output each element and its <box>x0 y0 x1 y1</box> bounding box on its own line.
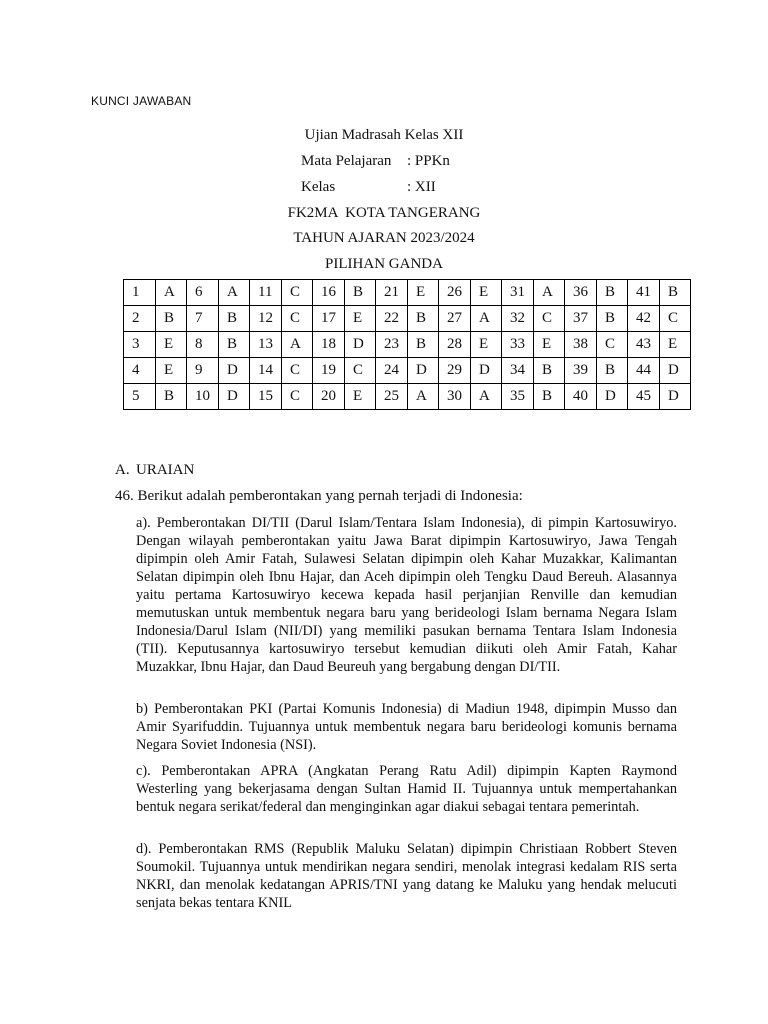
answer-letter-cell: B <box>597 358 628 384</box>
question-number-cell: 9 <box>187 358 219 384</box>
answer-letter-cell: B <box>219 306 250 332</box>
subject-label: Mata Pelajaran <box>301 153 392 169</box>
question-number-cell: 31 <box>502 280 534 306</box>
answer-row <box>124 384 691 410</box>
answer-row <box>124 280 691 306</box>
question-number-cell: 11 <box>250 280 282 306</box>
answer-letter-cell: B <box>534 358 565 384</box>
answer-row <box>124 332 691 358</box>
answer-letter-cell: D <box>219 358 250 384</box>
question-number-cell: 7 <box>187 306 219 332</box>
question-number-cell: 39 <box>565 358 597 384</box>
uraian-heading <box>115 462 194 479</box>
answer-letter-cell: D <box>408 358 439 384</box>
exam-title: Ujian Madrasah Kelas XII <box>304 127 464 143</box>
question-number-cell: 30 <box>439 384 471 410</box>
answer-letter-cell: B <box>597 280 628 306</box>
answer-paragraph-b: b) Pemberontakan PKI (Partai Komunis Indonesia) di Madiun 1948, dipimpin Musso dan Amir Syarifuddin. Tujuannya untuk membentuk negara baru berideologi komunis bernama Negara Soviet Indonesia (NSI). <box>136 701 677 753</box>
question-number-cell: 20 <box>313 384 345 410</box>
organizer: FK2MA KOTA TANGERANG <box>287 205 481 221</box>
section-title: PILIHAN GANDA <box>325 256 443 272</box>
answer-letter-cell: E <box>156 332 187 358</box>
answer-letter-cell: B <box>534 384 565 410</box>
question-number-cell: 16 <box>313 280 345 306</box>
question-number-cell: 1 <box>124 280 156 306</box>
answer-letter-cell: E <box>660 332 691 358</box>
answer-paragraph-c: c). Pemberontakan APRA (Angkatan Perang Ratu Adil) dipimpin Kapten Raymond Westerling yang bekerjasama dengan Sultan Hamid II. Tujuannya untuk mempertahankan bentuk negara serikat/federal dan menginginkan agar diakui sebagai tentara pemerintah. <box>136 763 677 815</box>
question-number-cell: 26 <box>439 280 471 306</box>
question-number-cell: 41 <box>628 280 660 306</box>
answer-letter-cell: E <box>345 306 376 332</box>
answer-key-label: KUNCI JAWABAN <box>91 94 192 108</box>
answer-letter-cell: B <box>345 280 376 306</box>
answer-letter-cell: D <box>345 332 376 358</box>
question-number-cell: 27 <box>439 306 471 332</box>
answer-letter-cell: A <box>471 384 502 410</box>
question-number-cell: 45 <box>628 384 660 410</box>
question-number-cell: 33 <box>502 332 534 358</box>
question-number-cell: 21 <box>376 280 408 306</box>
answer-letter-cell: B <box>597 306 628 332</box>
question-number-cell: 34 <box>502 358 534 384</box>
answer-paragraph-a: a). Pemberontakan DI/TII (Darul Islam/Tentara Islam Indonesia), di pimpin Kartosuwiryo. Dengan wilayah pemberontakan yaitu Jawa Barat dipimpin Kartosuwiryo, Jawa Tengah dipimpin oleh Amir Fatah, Sulawesi Selatan dipimpin oleh Kahar Muzakkar, Kalimantan Selatan dipimpin oleh Ibnu Hajar, dan Aceh dipimpin oleh Tengku Daud Bereuh. Alasannya yaitu pertama Kartosuwiryo kecewa kepada hasil perjanjian Renville dan kemudian memutuskan untuk membentuk negara baru yang berideologi Islam bernama Negara Islam Indonesia/Darul Islam (NII/DI) yang memiliki pasukan bernama Tentara Islam Indonesia (TII). Keputusannya kartosuwiryo tersebut kemudian diikuti oleh Amir Fatah, Kahar Muzakkar, Ibnu Hajar, dan Daud Beureuh yang bergabung dengan DI/TII. <box>136 515 677 675</box>
question-number-cell: 12 <box>250 306 282 332</box>
question-number-cell: 5 <box>124 384 156 410</box>
answer-letter-cell: A <box>219 280 250 306</box>
answer-letter-cell: C <box>282 306 313 332</box>
question-number-cell: 35 <box>502 384 534 410</box>
question-number-cell: 42 <box>628 306 660 332</box>
answer-letter-cell: E <box>471 280 502 306</box>
answer-letter-cell: A <box>471 306 502 332</box>
answer-letter-cell: B <box>219 332 250 358</box>
question-number-cell: 32 <box>502 306 534 332</box>
answer-letter-cell: B <box>408 306 439 332</box>
answer-letter-cell: D <box>471 358 502 384</box>
question-number-cell: 37 <box>565 306 597 332</box>
answer-row <box>124 358 691 384</box>
answer-letter-cell: C <box>282 384 313 410</box>
question-number-cell: 28 <box>439 332 471 358</box>
question-number-cell: 23 <box>376 332 408 358</box>
answer-letter-cell: B <box>408 332 439 358</box>
answer-letter-cell: C <box>282 280 313 306</box>
question-number-cell: 38 <box>565 332 597 358</box>
answer-letter-cell: B <box>156 384 187 410</box>
question-number-cell: 36 <box>565 280 597 306</box>
answer-letter-cell: D <box>597 384 628 410</box>
question-number-cell: 13 <box>250 332 282 358</box>
answer-letter-cell: B <box>156 306 187 332</box>
question-number-cell: 29 <box>439 358 471 384</box>
answer-letter-cell: D <box>660 358 691 384</box>
answer-letter-cell: A <box>156 280 187 306</box>
question-number-cell: 10 <box>187 384 219 410</box>
answer-letter-cell: E <box>345 384 376 410</box>
answer-paragraph-d: d). Pemberontakan RMS (Republik Maluku Selatan) dipimpin Christiaan Robbert Steven Soumokil. Tujuannya untuk mendirikan negara sendiri, menolak integrasi kedalam RIS serta NKRI, dan menolak kedatangan APRIS/TNI yang datang ke Maluku yang hendak melucuti senjata bekas tentara KNIL <box>136 841 677 911</box>
question-46: 46. Berikut adalah pemberontakan yang pernah terjadi di Indonesia: <box>115 488 523 504</box>
answer-key-table <box>123 279 691 410</box>
answer-letter-cell: C <box>345 358 376 384</box>
question-number-cell: 25 <box>376 384 408 410</box>
subject-value: : PPKn <box>407 153 450 169</box>
question-number-cell: 22 <box>376 306 408 332</box>
academic-year: TAHUN AJARAN 2023/2024 <box>293 230 475 246</box>
answer-letter-cell: D <box>219 384 250 410</box>
answer-letter-cell: E <box>408 280 439 306</box>
section-letter: A. <box>115 462 130 478</box>
question-number-cell: 17 <box>313 306 345 332</box>
uraian-title: URAIAN <box>136 462 195 478</box>
class-label: Kelas <box>301 179 336 195</box>
question-number-cell: 6 <box>187 280 219 306</box>
answer-letter-cell: B <box>660 280 691 306</box>
question-number-cell: 43 <box>628 332 660 358</box>
question-number-cell: 2 <box>124 306 156 332</box>
answer-letter-cell: E <box>471 332 502 358</box>
answer-letter-cell: D <box>660 384 691 410</box>
question-number-cell: 24 <box>376 358 408 384</box>
class-value: : XII <box>407 179 436 195</box>
answer-letter-cell: E <box>534 332 565 358</box>
answer-letter-cell: E <box>156 358 187 384</box>
question-number-cell: 15 <box>250 384 282 410</box>
question-number-cell: 18 <box>313 332 345 358</box>
answer-letter-cell: A <box>534 280 565 306</box>
question-number-cell: 4 <box>124 358 156 384</box>
answer-letter-cell: A <box>408 384 439 410</box>
question-number-cell: 44 <box>628 358 660 384</box>
question-number-cell: 14 <box>250 358 282 384</box>
question-number-cell: 19 <box>313 358 345 384</box>
answer-letter-cell: A <box>282 332 313 358</box>
answer-letter-cell: C <box>534 306 565 332</box>
question-number-cell: 3 <box>124 332 156 358</box>
answer-letter-cell: C <box>660 306 691 332</box>
answer-letter-cell: C <box>282 358 313 384</box>
answer-letter-cell: C <box>597 332 628 358</box>
question-number-cell: 40 <box>565 384 597 410</box>
question-number-cell: 8 <box>187 332 219 358</box>
answer-row <box>124 306 691 332</box>
